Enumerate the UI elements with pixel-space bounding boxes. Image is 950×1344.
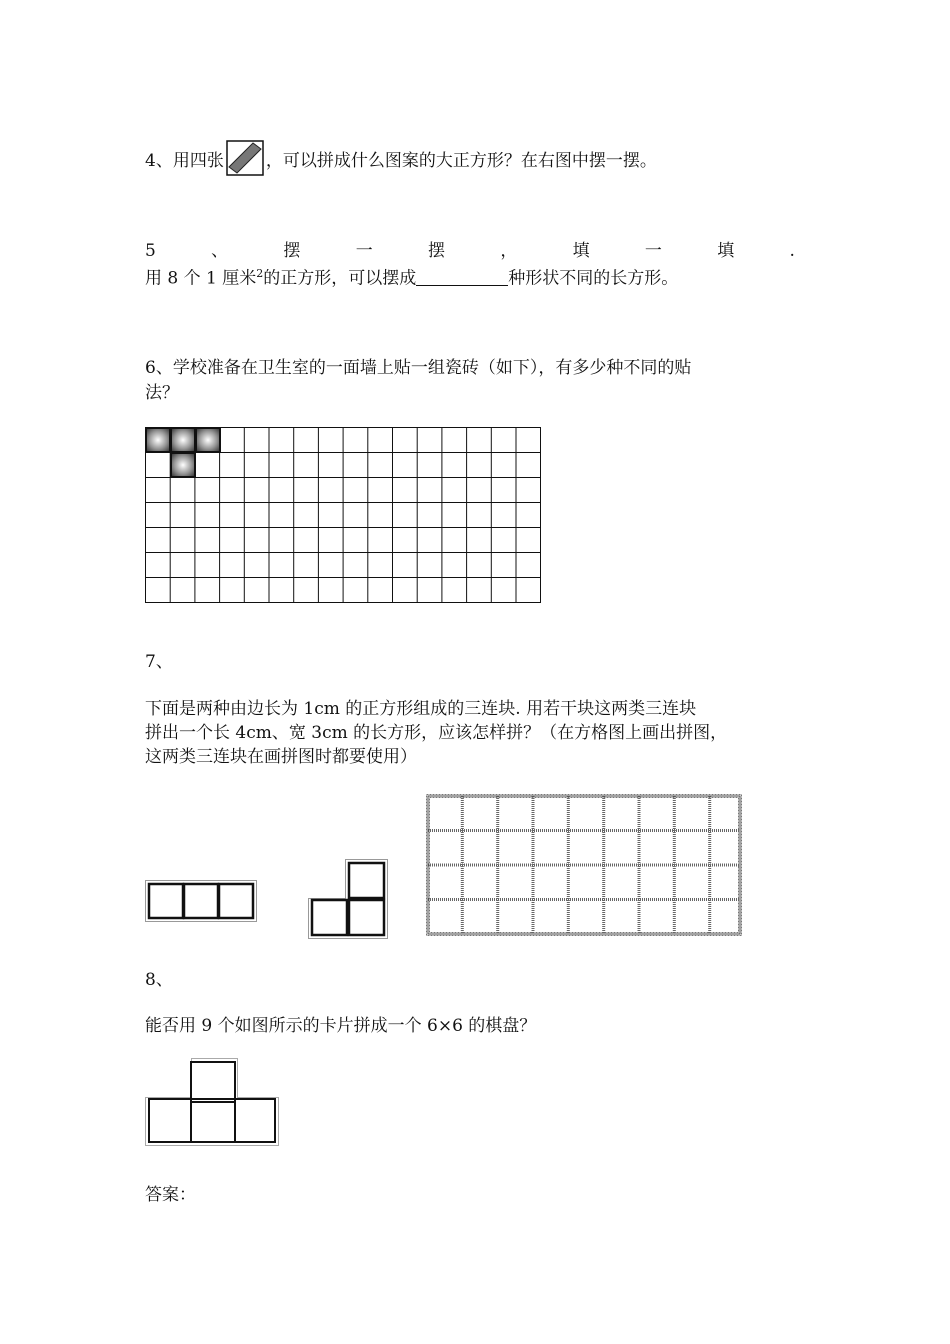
- q6-line1: 6、学校准备在卫生室的一面墙上贴一组瓷砖（如下），有多少种不同的贴: [145, 358, 692, 378]
- q5-answer-blank[interactable]: [416, 269, 508, 286]
- l-tromino: [308, 859, 390, 939]
- straight-tromino: [145, 880, 259, 924]
- q5-header-part: 5: [145, 241, 156, 261]
- q8-number: 8、: [145, 970, 173, 990]
- q5-text: [145, 263, 678, 290]
- shaded-tile: [171, 453, 195, 477]
- answer-label: 答案：: [145, 1185, 196, 1205]
- tile-grid-16x7: [145, 427, 543, 604]
- q5-header-part: 填: [717, 241, 735, 261]
- q5-header-part: 一: [355, 241, 373, 261]
- q7-number: 7、: [145, 652, 173, 672]
- q7-line2: 拼出一个长 4cm、宽 3cm 的长方形，应该怎样拼？（在方格图上画出拼图，: [145, 723, 728, 743]
- q5-header-part: ，: [500, 241, 518, 261]
- q5-header-part: 、: [211, 241, 229, 261]
- q5-header-part: 填: [572, 241, 590, 261]
- shaded-tile: [196, 428, 220, 452]
- t-shaped-card: [145, 1058, 279, 1146]
- q8-line1: 能否用 9 个如图所示的卡片拼成一个 6×6 的棋盘？: [145, 1016, 537, 1036]
- q5-text-part: 的正方形，可以摆成: [263, 268, 417, 289]
- q4-suffix: ，可以拼成什么图案的大正方形？在右图中摆一摆。: [265, 151, 657, 171]
- q5-header-part: 一: [644, 241, 662, 261]
- q5-text-part: 用 8 个 1 厘米: [145, 268, 257, 289]
- q5-header-part: 摆: [428, 241, 446, 261]
- q4-prefix: 4、用四张: [145, 151, 224, 171]
- shaded-tile: [146, 428, 170, 452]
- q7-line3: 这两类三连块在画拼图时都要使用）: [145, 747, 417, 767]
- q5-header-part: 摆: [283, 241, 301, 261]
- q5-header-part: .: [789, 241, 795, 261]
- q7-line1: 下面是两种由边长为 1cm 的正方形组成的三连块. 用若干块这两类三连块: [145, 699, 697, 719]
- diagonal-stripe-tile-icon: [226, 140, 264, 176]
- q4-text: [145, 140, 657, 176]
- grid-9x4: [425, 793, 745, 939]
- q5-superscript: 2: [256, 267, 264, 280]
- q5-text-part: 种形状不同的长方形。: [508, 268, 679, 289]
- q5-header: [145, 240, 795, 262]
- shaded-tile: [171, 428, 195, 452]
- q6-line2: 法？: [145, 383, 179, 403]
